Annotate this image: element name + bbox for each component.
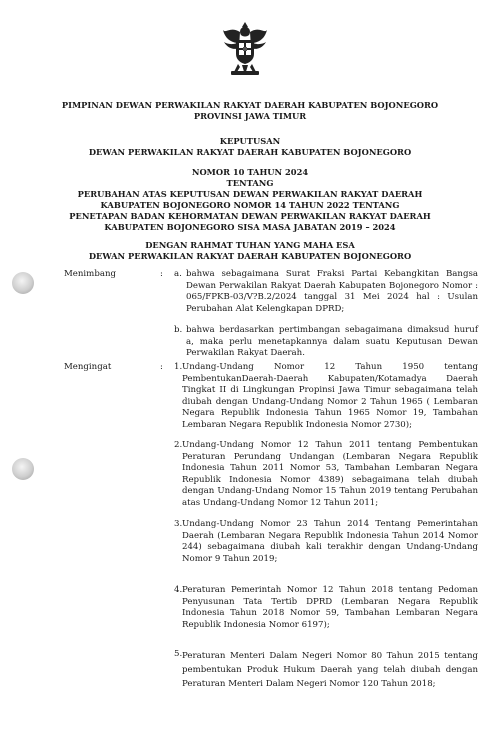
- decision-heading-block: [40, 136, 460, 158]
- garuda-emblem-icon: [222, 20, 268, 78]
- header: [40, 100, 460, 122]
- header-province: PROVINSI JAWA TIMUR: [193, 111, 307, 121]
- menimbang-label: Menimbang: [64, 269, 116, 279]
- mengingat-marker: 1.: [174, 362, 183, 372]
- mengingat-item: Undang-Undang Nomor 23 Tahun 2014 Tentang Pemerintahan Daerah (Lembaran Negara Republik Indonesia Tahun 2014 Nomor 244) sebagaimana diubah kali terakhir dengan Undang-Undang Nomor 9 Tahun 2019;: [182, 519, 478, 564]
- decision-title-line: PENETAPAN BADAN KEHORMATAN DEWAN PERWAKILAN RAKYAT DAERAH: [69, 211, 431, 221]
- blessing: DENGAN RAHMAT TUHAN YANG MAHA ESA: [145, 240, 355, 250]
- mengingat-marker: 2.: [174, 440, 183, 450]
- menimbang-marker: a.: [174, 269, 182, 279]
- mengingat-item: Peraturan Pemerintah Nomor 12 Tahun 2018 tentang Pedoman Penyusunan Tata Tertib DPRD (Lembaran Negara Republik Indonesia Tahun 2018 Nomor 59, Tambahan Lembaran Negara Republik Indonesia Nomor 6197);: [182, 585, 478, 630]
- mengingat-item: Undang-Undang Nomor 12 Tahun 2011 tentang Pembentukan Peraturan Perundang Undangan (Lembaran Negara Republik Indonesia Tahun 2011 Nomor 53, Tambahan Lembaran Negara Republik Indonesia Nomor 4389) sebagaimana telah diubah dengan Undang-Undang Nomor 15 Tahun 2019 tentang Perubahan atas Undang-Undang Nomor 12 Tahun 2011;: [182, 440, 478, 508]
- mengingat-marker: 4.: [174, 585, 183, 595]
- decision-title-line: PERUBAHAN ATAS KEPUTUSAN DEWAN PERWAKILAN RAKYAT DAERAH: [77, 189, 423, 199]
- mengingat-colon: :: [160, 362, 163, 372]
- decision-title-line: KABUPATEN BOJONEGORO SISA MASA JABATAN 2019 – 2024: [104, 222, 396, 232]
- decision-title-line: KABUPATEN BOJONEGORO NOMOR 14 TAHUN 2022 TENTANG: [100, 200, 400, 210]
- decision-about: TENTANG: [226, 178, 274, 188]
- decision-number-block: [40, 167, 460, 233]
- mengingat-marker: 3.: [174, 519, 183, 529]
- punch-hole: [12, 458, 34, 480]
- mengingat-marker: 5.: [174, 649, 183, 659]
- decision-heading: KEPUTUSAN: [219, 136, 281, 146]
- menimbang-item: bahwa berdasarkan pertimbangan sebagaimana dimaksud huruf a, maka perlu menetapkannya dalam suatu Keputusan Dewan Perwakilan Rakyat Daerah.: [186, 325, 478, 359]
- menimbang-marker: b.: [174, 325, 183, 335]
- mengingat-item: Peraturan Menteri Dalam Negeri Nomor 80 Tahun 2015 tentang pembentukan Produk Hukum Daerah yang telah diubah dengan Peraturan Menteri Dalam Negeri Nomor 120 Tahun 2018;: [182, 651, 478, 689]
- menimbang-item: bahwa sebagaimana Surat Fraksi Partai Kebangkitan Bangsa Dewan Perwakilan Rakyat Daerah Kabupaten Bojonegoro Nomor : 065/FPKB-03/V?B.2/2024 tanggal 31 Mei 2024 hal : Usulan Perubahan Alat Kelengkapan DPRD;: [186, 269, 478, 314]
- header-institution: PIMPINAN DEWAN PERWAKILAN RAKYAT DAERAH KABUPATEN BOJONEGORO: [61, 100, 439, 110]
- decision-number: NOMOR 10 TAHUN 2024: [191, 167, 309, 177]
- menimbang-colon: :: [160, 269, 163, 279]
- mengingat-item: Undang-Undang Nomor 12 Tahun 1950 tentang PembentukanDaerah-Daerah Kabupaten/Kotamadya Daerah Tingkat II di Lingkungan Propinsi Jawa Timur sebagaimana telah diubah dengan Undang-Undang Nomor 2 Tahun 1965 ( Lembaran Negara Republik Indonesia Tahun 1965 Nomor 19, Tambahan Lembaran Negara Republik Indonesia Nomor 2730);: [182, 362, 478, 430]
- issuer: DEWAN PERWAKILAN RAKYAT DAERAH KABUPATEN BOJONEGORO: [88, 251, 412, 261]
- mengingat-label: Mengingat: [64, 362, 112, 372]
- punch-hole: [12, 272, 34, 294]
- decision-body: DEWAN PERWAKILAN RAKYAT DAERAH KABUPATEN BOJONEGORO: [88, 147, 412, 157]
- blessing-block: [40, 240, 460, 262]
